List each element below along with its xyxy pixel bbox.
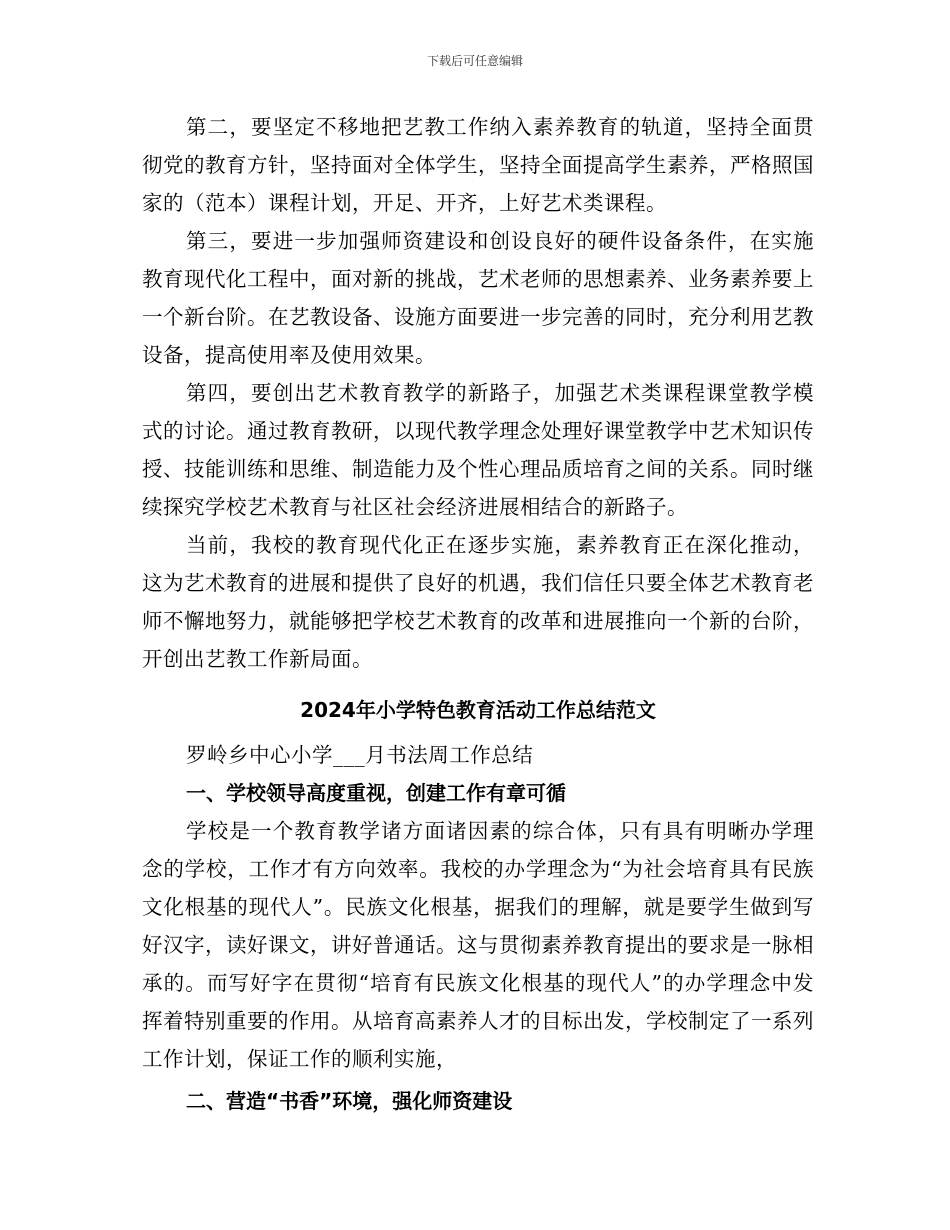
paragraph-second: 第二，要坚定不移地把艺教工作纳入素养教育的轨道，坚持全面贯彻党的教育方针，坚持面对全体学生，坚持全面提高学生素养，严格照国家的（范本）课程计划，开足、开齐，上好艺术类课程。 xyxy=(142,115,814,215)
paragraph-current: 当前，我校的教育现代化正在逐步实施，素养教育正在深化推动，这为艺术教育的进展和提供了良好的机遇，我们信任只要全体艺术教育老师不懈地努力，就能够把学校艺术教育的改革和进展推向一个新的台阶，开创出艺教工作新局面。 xyxy=(142,533,814,671)
page-header: 下载后可任意编辑 xyxy=(426,54,523,68)
section-heading-1: 一、学校领导高度重视，创建工作有章可循 xyxy=(186,781,566,805)
paragraph-school: 学校是一个教育教学诸方面诸因素的综合体，只有具有明晰办学理念的学校，工作才有方向效率。我校的办学理念为“为社会培育具有民族文化根基的现代人”。民族文化根基，据我们的理解，就是要学生做到写好汉字，读好课文，讲好普通话。这与贯彻素养教育提出的要求是一脉相承的。而写好字在贯彻“培育有民族文化根基的现代人”的办学理念中发挥着特别重要的作用。从培育高素养人才的目标出发，学校制定了一系列工作计划，保证工作的顺利实施， xyxy=(142,819,814,1071)
paragraph-third: 第三，要进一步加强师资建设和创设良好的硬件设备条件，在实施教育现代化工程中，面对新的挑战，艺术老师的思想素养、业务素养要上一个新台阶。在艺教设备、设施方面要进一步完善的同时，充分利用艺教设备，提高使用率及使用效果。 xyxy=(142,229,814,367)
document-subtitle: 罗岭乡中心小学___月书法周工作总结 xyxy=(186,743,534,767)
document-title: 2024年小学特色教育活动工作总结范文 xyxy=(300,698,656,722)
paragraph-fourth: 第四，要创出艺术教育教学的新路子，加强艺术类课程课堂教学模式的讨论。通过教育教研，以现代教学理念处理好课堂教学中艺术知识传授、技能训练和思维、制造能力及个性心理品质培育之间的关系。同时继续探究学校艺术教育与社区社会经济进展相结合的新路子。 xyxy=(142,381,814,519)
document-body xyxy=(142,108,814,1120)
section-heading-2: 二、营造“书香”环境，强化师资建设 xyxy=(186,1089,513,1113)
